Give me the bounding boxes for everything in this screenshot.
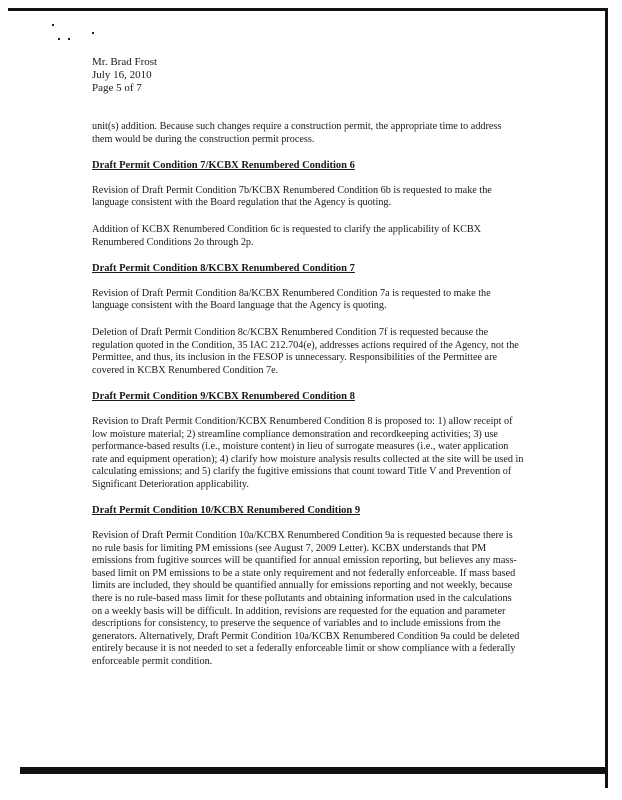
scan-speck [58, 38, 60, 40]
recipient-name: Mr. Brad Frost [92, 56, 158, 68]
scan-top-border [8, 8, 608, 11]
page-number: Page 5 of 7 [92, 82, 142, 94]
paragraph: Addition of KCBX Renumbered Condition 6c is requested to clarify the applicability of KCBX Renumbered Conditions 2o through 2p. [92, 223, 482, 248]
letter-body [92, 121, 524, 683]
section-heading: Draft Permit Condition 9/KCBX Renumbered Condition 8 [92, 391, 355, 403]
scan-speck [68, 38, 70, 40]
scan-speck [52, 24, 54, 26]
paragraph: Revision of Draft Permit Condition 7b/KCBX Renumbered Condition 6b is requested to make the language consistent with the Board regulation that the Agency is quoting. [92, 184, 492, 209]
paragraph: Revision to Draft Permit Condition/KCBX Renumbered Condition 8 is proposed to: 1) allow receipt of low moisture material; 2) streamline compliance demonstration and recordkeeping activities; 3) use performance-based results (i.e., moisture content) in lieu of surrogate measures (i.e., water application rate and equipment operation); 4) clarify how moisture analysis results collected at the site will be used in calculating emissions; and 5) clarify the fugitive emissions that count toward Title V and Prevention of Significant Deterioration applicability. [92, 415, 524, 490]
letter-date: July 16, 2010 [92, 69, 152, 81]
section-heading: Draft Permit Condition 10/KCBX Renumbered Condition 9 [92, 505, 361, 517]
scan-speck [92, 32, 94, 34]
paragraph: Revision of Draft Permit Condition 8a/KCBX Renumbered Condition 7a is requested to make the language consistent with the Board language that the Agency is quoting. [92, 287, 491, 312]
scan-right-border [605, 8, 608, 788]
section-heading: Draft Permit Condition 8/KCBX Renumbered Condition 7 [92, 263, 355, 275]
scan-bottom-border [20, 767, 608, 774]
paragraph: Deletion of Draft Permit Condition 8c/KCBX Renumbered Condition 7f is requested because the regulation quoted in the Condition, 35 IAC 212.704(e), addresses actions required of the Agency, not the Permittee, and thus, its inclusion in the FESOP is unnecessary. Responsibilities of the Permittee are covered in KCBX Renumbered Condition 7e. [92, 326, 519, 376]
section-heading: Draft Permit Condition 7/KCBX Renumbered Condition 6 [92, 160, 355, 172]
paragraph: unit(s) addition. Because such changes require a construction permit, the appropriate time to address them would be during the construction permit process. [92, 121, 502, 145]
letter-header [92, 56, 157, 95]
paragraph: Revision of Draft Permit Condition 10a/KCBX Renumbered Condition 9a is requested because there is no rule basis for limiting PM emissions (see August 7, 2009 Letter). KCBX understands that PM emissions from fugitive sources will be quantified for annual emission reporting, but believes any mass-based limit on PM emissions to be a state only requirement and not federally enforceable. If mass based limits are included, they should be quantified annually for emissions reporting and not weekly, because there is no rule-based mass limit for these pollutants and obtaining information used in the calculations on a weekly basis will be difficult. In addition, revisions are requested for the equation and parameter descriptions for consistency, to preserve the sequence of variables and to include emissions from the generators. Alternatively, Draft Permit Condition 10a/KCBX Renumbered Condition 9a could be deleted entirely because it is not needed to set a federally enforceable limit or show compliance with a federally enforceable permit condition. [92, 530, 520, 667]
